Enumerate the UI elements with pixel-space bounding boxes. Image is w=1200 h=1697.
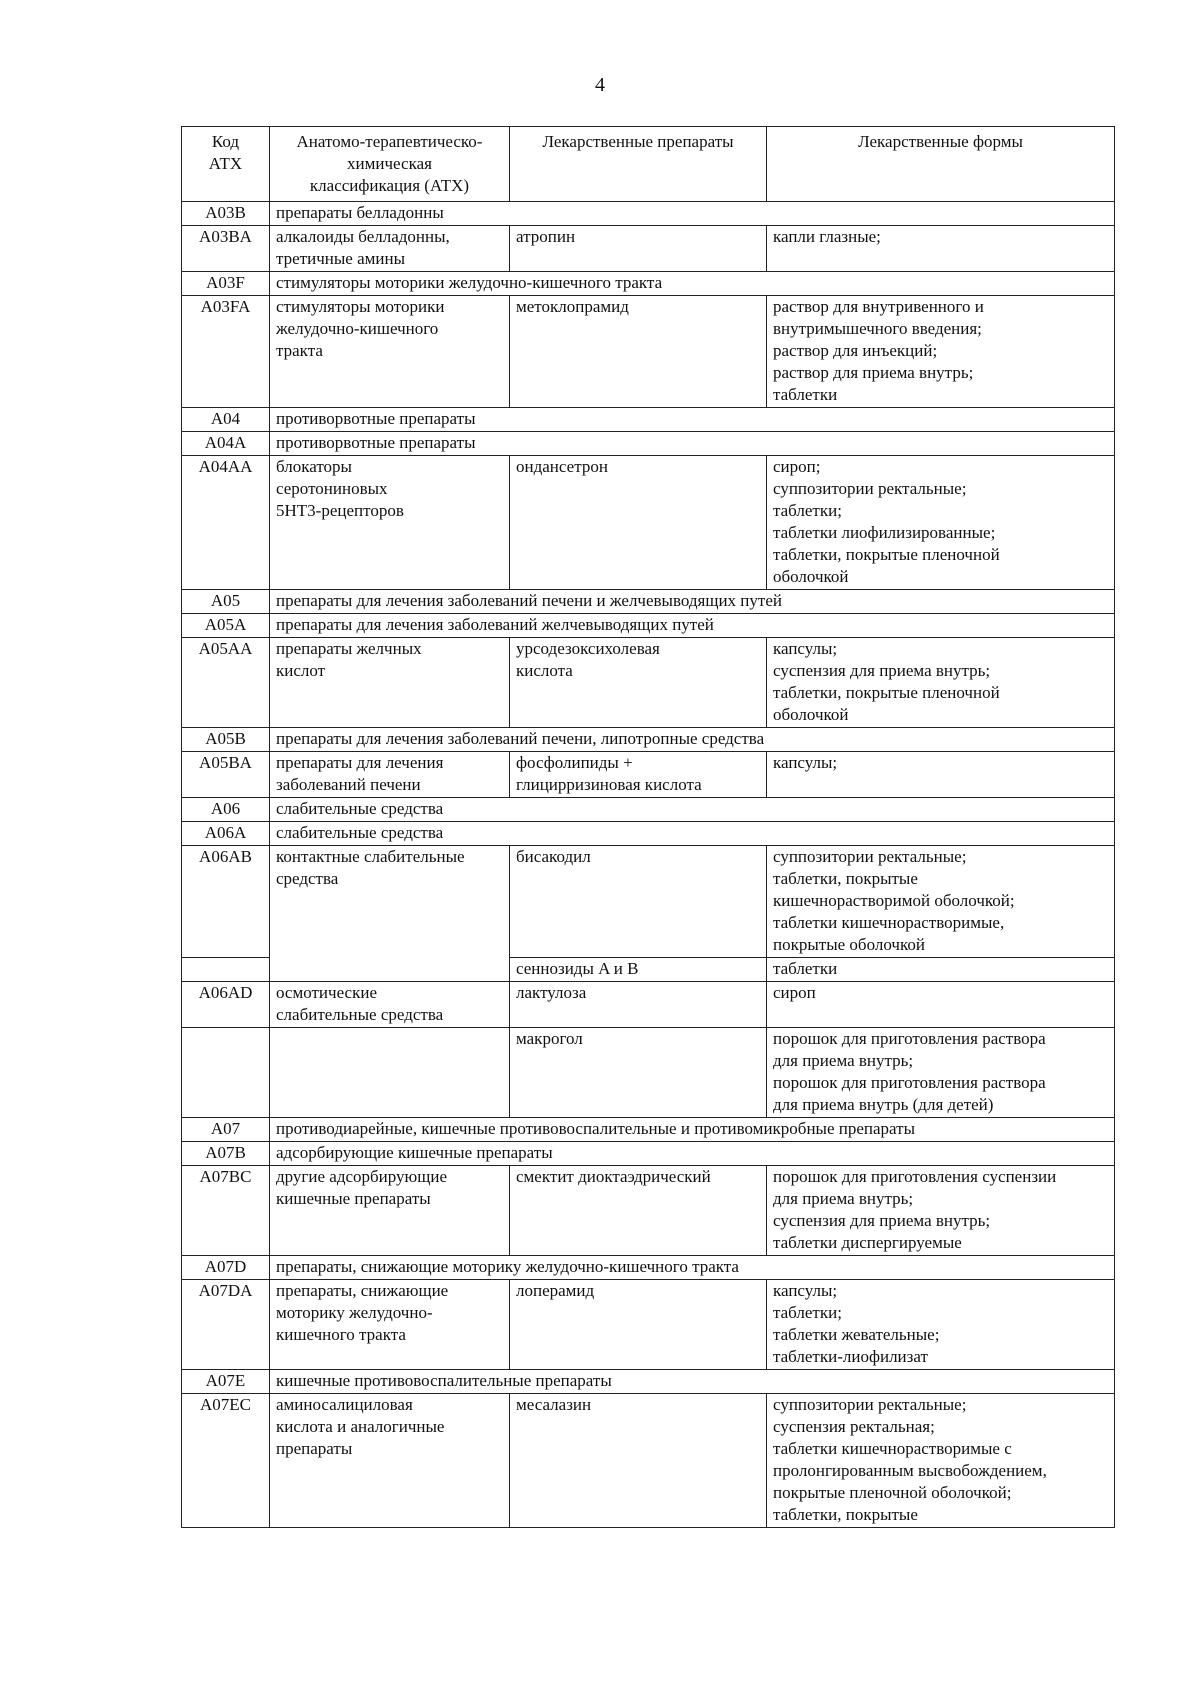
table-row	[182, 614, 1115, 638]
table-row	[182, 296, 1115, 408]
atc-class-name: осмотические слабительные средства	[270, 982, 510, 1028]
table-row	[182, 590, 1115, 614]
atc-drug-table	[181, 126, 1115, 1528]
table-row	[182, 638, 1115, 728]
dosage-forms: таблетки	[767, 958, 1115, 982]
atc-group-name: противорвотные препараты	[270, 408, 1115, 432]
table-row	[182, 1142, 1115, 1166]
atc-code: A04A	[182, 432, 270, 456]
atc-code: A05A	[182, 614, 270, 638]
atc-class-name: контактные слабительные средства	[270, 846, 510, 982]
atc-group-name: слабительные средства	[270, 798, 1115, 822]
drug-name: лоперамид	[510, 1280, 767, 1370]
atc-code: A04	[182, 408, 270, 432]
table-row	[182, 1370, 1115, 1394]
atc-code: A06AD	[182, 982, 270, 1028]
drug-name: сеннозиды A и B	[510, 958, 767, 982]
dosage-forms: капсулы; суспензия для приема внутрь; таблетки, покрытые пленочной оболочкой	[767, 638, 1115, 728]
atc-code: A03FA	[182, 296, 270, 408]
atc-code: A07D	[182, 1256, 270, 1280]
table-row	[182, 202, 1115, 226]
dosage-forms: капли глазные;	[767, 226, 1115, 272]
atc-class-name: препараты, снижающие моторику желудочно- кишечного тракта	[270, 1280, 510, 1370]
atc-code: A07EC	[182, 1394, 270, 1528]
atc-code: A04AA	[182, 456, 270, 590]
drug-name: смектит диоктаэдрический	[510, 1166, 767, 1256]
dosage-forms: сироп; суппозитории ректальные; таблетки; таблетки лиофилизированные; таблетки, покрытые пленочной оболочкой	[767, 456, 1115, 590]
header-classification: Анатомо-терапевтическо- химическая классификация (АТХ)	[270, 127, 510, 202]
drug-name: лактулоза	[510, 982, 767, 1028]
table-row	[182, 1118, 1115, 1142]
atc-code: A06	[182, 798, 270, 822]
page-number: 4	[595, 74, 605, 96]
drug-name: макрогол	[510, 1028, 767, 1118]
drug-name: месалазин	[510, 1394, 767, 1528]
atc-group-name: препараты для лечения заболеваний печени, липотропные средства	[270, 728, 1115, 752]
atc-class-name-empty	[270, 1028, 510, 1118]
atc-code: A05B	[182, 728, 270, 752]
atc-class-name: блокаторы серотониновых 5НТ3-рецепторов	[270, 456, 510, 590]
dosage-forms: капсулы; таблетки; таблетки жевательные; таблетки-лиофилизат	[767, 1280, 1115, 1370]
drug-name: метоклопрамид	[510, 296, 767, 408]
atc-group-name: стимуляторы моторики желудочно-кишечного тракта	[270, 272, 1115, 296]
table-row	[182, 752, 1115, 798]
dosage-forms: порошок для приготовления суспензии для приема внутрь; суспензия для приема внутрь; таблетки диспергируемые	[767, 1166, 1115, 1256]
drug-name: урсодезоксихолевая кислота	[510, 638, 767, 728]
header-code: Код АТХ	[182, 127, 270, 202]
atc-group-name: препараты для лечения заболеваний желчевыводящих путей	[270, 614, 1115, 638]
atc-group-name: противодиарейные, кишечные противовоспалительные и противомикробные препараты	[270, 1118, 1115, 1142]
atc-class-name: другие адсорбирующие кишечные препараты	[270, 1166, 510, 1256]
atc-code: A03BA	[182, 226, 270, 272]
atc-code: A06A	[182, 822, 270, 846]
table-row	[182, 432, 1115, 456]
atc-class-name: аминосалициловая кислота и аналогичные препараты	[270, 1394, 510, 1528]
table-row	[182, 798, 1115, 822]
table-row	[182, 728, 1115, 752]
table-row	[182, 1394, 1115, 1528]
atc-code: A07	[182, 1118, 270, 1142]
dosage-forms: суппозитории ректальные; суспензия ректальная; таблетки кишечнорастворимые с пролонгированным высвобождением, покрытые пленочной оболочкой; таблетки, покрытые	[767, 1394, 1115, 1528]
table-row	[182, 408, 1115, 432]
table-header-row	[182, 127, 1115, 202]
atc-code: A07DA	[182, 1280, 270, 1370]
table-row	[182, 1028, 1115, 1118]
table-row	[182, 1280, 1115, 1370]
drug-name: атропин	[510, 226, 767, 272]
table-row	[182, 456, 1115, 590]
atc-code: A03F	[182, 272, 270, 296]
atc-code	[182, 1028, 270, 1118]
header-forms: Лекарственные формы	[767, 127, 1115, 202]
dosage-forms: капсулы;	[767, 752, 1115, 798]
atc-class-name: алкалоиды белладонны, третичные амины	[270, 226, 510, 272]
atc-code: A05BA	[182, 752, 270, 798]
table-row	[182, 1166, 1115, 1256]
atc-group-name: слабительные средства	[270, 822, 1115, 846]
atc-group-name: препараты белладонны	[270, 202, 1115, 226]
atc-group-name: препараты, снижающие моторику желудочно-кишечного тракта	[270, 1256, 1115, 1280]
dosage-forms: сироп	[767, 982, 1115, 1028]
table-row	[182, 226, 1115, 272]
table-row	[182, 982, 1115, 1028]
dosage-forms: суппозитории ректальные; таблетки, покрытые кишечнорастворимой оболочкой; таблетки кишечнорастворимые, покрытые оболочкой	[767, 846, 1115, 958]
atc-code: A03B	[182, 202, 270, 226]
atc-group-name: препараты для лечения заболеваний печени и желчевыводящих путей	[270, 590, 1115, 614]
atc-class-name: стимуляторы моторики желудочно-кишечного тракта	[270, 296, 510, 408]
atc-class-name: препараты желчных кислот	[270, 638, 510, 728]
atc-code: A07E	[182, 1370, 270, 1394]
header-drugs: Лекарственные препараты	[510, 127, 767, 202]
table-row	[182, 822, 1115, 846]
dosage-forms: порошок для приготовления раствора для приема внутрь; порошок для приготовления раствора для приема внутрь (для детей)	[767, 1028, 1115, 1118]
atc-class-name: препараты для лечения заболеваний печени	[270, 752, 510, 798]
drug-name: ондансетрон	[510, 456, 767, 590]
atc-group-name: противорвотные препараты	[270, 432, 1115, 456]
drug-name: фосфолипиды + глицирризиновая кислота	[510, 752, 767, 798]
atc-group-name: кишечные противовоспалительные препараты	[270, 1370, 1115, 1394]
table-row	[182, 272, 1115, 296]
table-row	[182, 1256, 1115, 1280]
table-row	[182, 846, 1115, 958]
atc-code: A05	[182, 590, 270, 614]
atc-group-name: адсорбирующие кишечные препараты	[270, 1142, 1115, 1166]
dosage-forms: раствор для внутривенного и внутримышечного введения; раствор для инъекций; раствор для приема внутрь; таблетки	[767, 296, 1115, 408]
atc-code	[182, 958, 270, 982]
atc-code: A05AA	[182, 638, 270, 728]
atc-code: A06AB	[182, 846, 270, 958]
atc-code: A07BC	[182, 1166, 270, 1256]
drug-name: бисакодил	[510, 846, 767, 958]
atc-code: A07B	[182, 1142, 270, 1166]
